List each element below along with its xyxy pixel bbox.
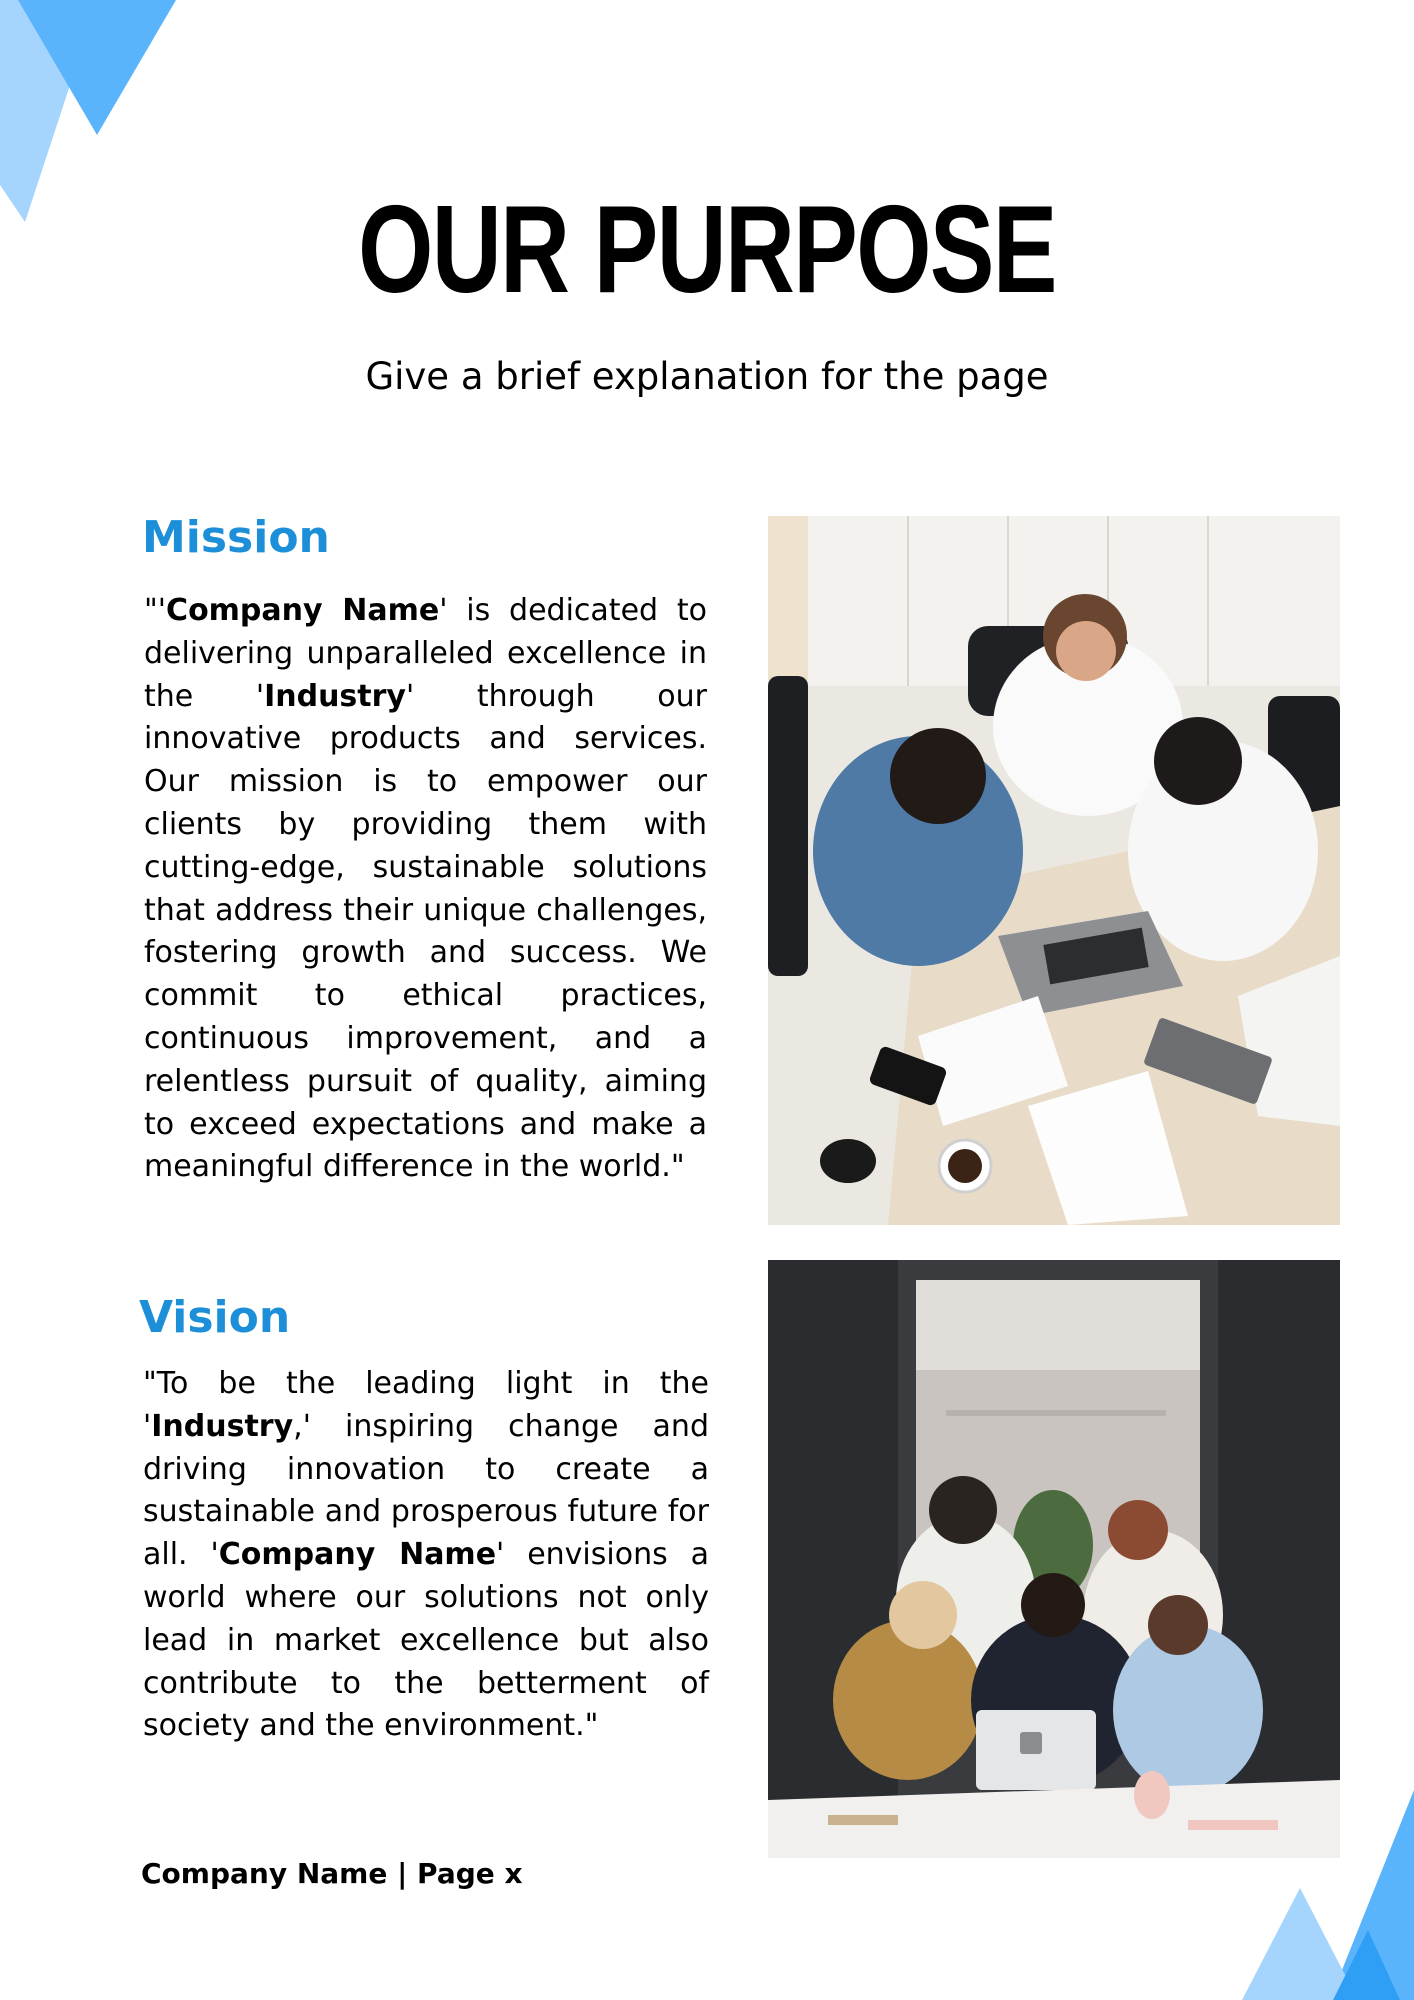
page-title: OUR PURPOSE (358, 181, 1056, 319)
page-footer: Company Name | Page x (141, 1857, 523, 1890)
page-subtitle: Give a brief explanation for the page (365, 355, 1049, 398)
team-meeting-photo (768, 516, 1340, 1225)
team-laptop-photo (768, 1260, 1340, 1858)
mission-heading: Mission (142, 512, 330, 563)
mission-text: "'Company Name' is dedicated to delivering unparalleled excellence in the 'Industry' through our innovative products and services. Our mission is to empower our clients by providing them with cutting-edge, sustainable solutions that address their unique challenges, fostering growth and success. We commit to ethical practices, continuous improvement, and a relentless pursuit of quality, aiming to exceed expectations and make a meaningful difference in the world." (144, 593, 707, 1185)
vision-heading: Vision (139, 1292, 291, 1343)
vision-text: "To be the leading light in the 'Industry,' inspiring change and driving innovation to create a sustainable and prosperous future for all. 'Company Name' envisions a world where our solutions not only lead in market excellence but also contribute to the betterment of society and the environment." (143, 1366, 710, 1744)
